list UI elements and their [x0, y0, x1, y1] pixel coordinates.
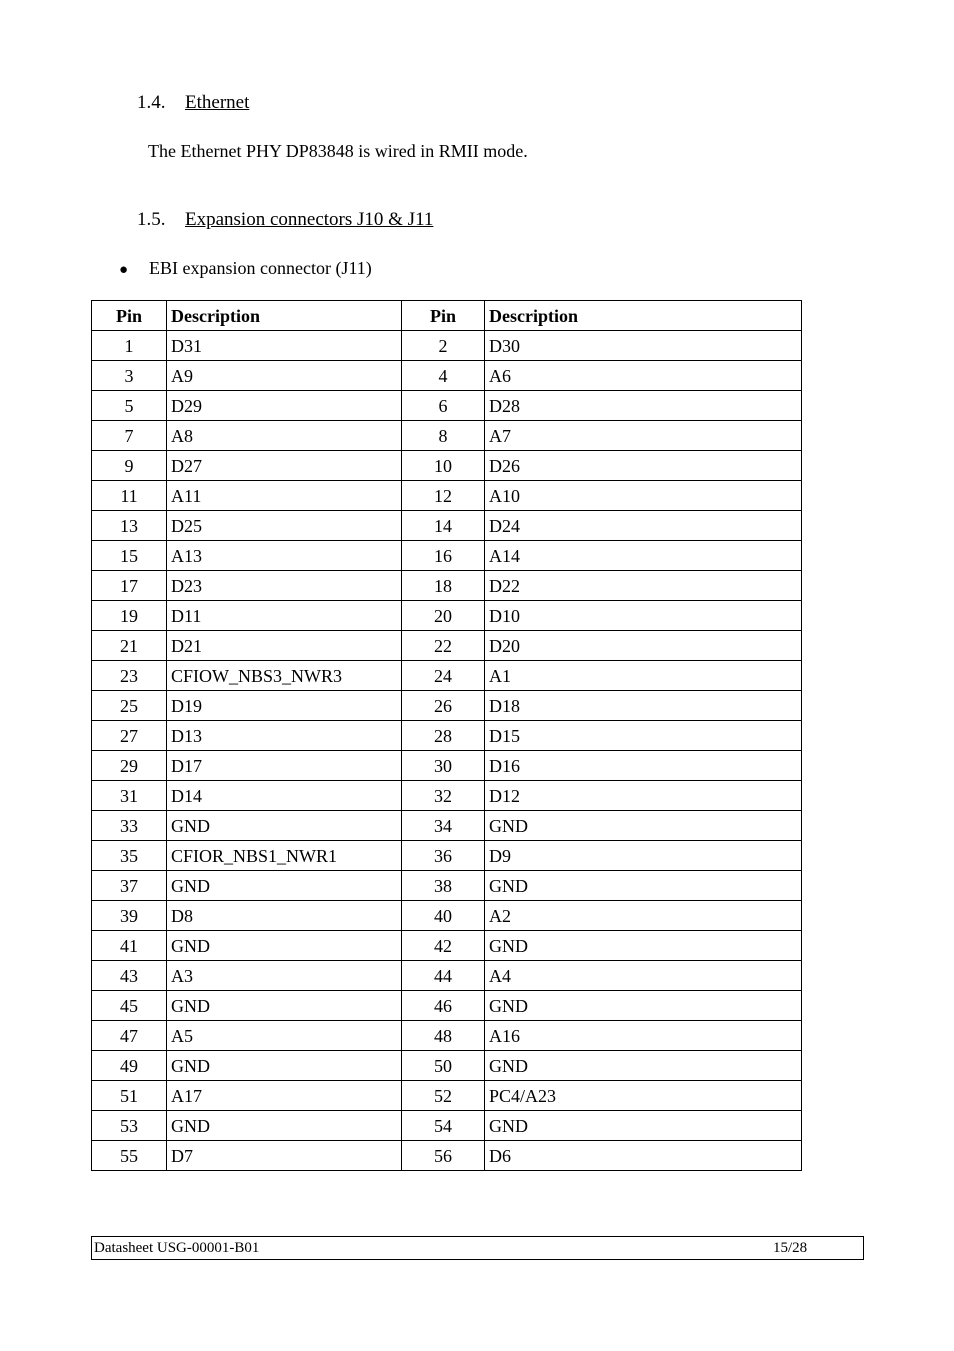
description-cell: D27: [167, 451, 402, 481]
description-cell: A8: [167, 421, 402, 451]
description-cell: D6: [485, 1141, 802, 1171]
description-cell: D13: [167, 721, 402, 751]
pin-cell: 41: [92, 931, 167, 961]
pin-cell: 2: [402, 331, 485, 361]
page-footer: [91, 1236, 864, 1260]
pin-cell: 31: [92, 781, 167, 811]
pin-cell: 11: [92, 481, 167, 511]
pin-cell: 44: [402, 961, 485, 991]
pin-cell: 13: [92, 511, 167, 541]
table-row: [92, 541, 802, 571]
description-cell: D29: [167, 391, 402, 421]
pin-cell: 22: [402, 631, 485, 661]
table-row: [92, 661, 802, 691]
section-number: 1.5.: [137, 209, 166, 230]
description-cell: CFIOR_NBS1_NWR1: [167, 841, 402, 871]
pin-cell: 42: [402, 931, 485, 961]
description-cell: D7: [167, 1141, 402, 1171]
description-cell: A9: [167, 361, 402, 391]
description-cell: D21: [167, 631, 402, 661]
description-cell: D28: [485, 391, 802, 421]
description-cell: GND: [485, 931, 802, 961]
description-cell: D26: [485, 451, 802, 481]
table-row: [92, 571, 802, 601]
section-title: Ethernet: [185, 92, 250, 113]
table-row: [92, 391, 802, 421]
table-row: [92, 691, 802, 721]
table-row: [92, 1021, 802, 1051]
description-cell: A14: [485, 541, 802, 571]
table-row: [92, 511, 802, 541]
pin-cell: 32: [402, 781, 485, 811]
description-cell: D31: [167, 331, 402, 361]
header-pin: Pin: [402, 301, 485, 331]
description-cell: A5: [167, 1021, 402, 1051]
pin-cell: 8: [402, 421, 485, 451]
pin-cell: 50: [402, 1051, 485, 1081]
bullet-item: [119, 257, 372, 281]
description-cell: D25: [167, 511, 402, 541]
table-row: [92, 421, 802, 451]
description-cell: D20: [485, 631, 802, 661]
pin-cell: 40: [402, 901, 485, 931]
description-cell: GND: [485, 991, 802, 1021]
pin-cell: 43: [92, 961, 167, 991]
description-cell: GND: [485, 871, 802, 901]
table-row: [92, 991, 802, 1021]
pin-cell: 47: [92, 1021, 167, 1051]
table-row: [92, 931, 802, 961]
pin-cell: 12: [402, 481, 485, 511]
description-cell: A3: [167, 961, 402, 991]
description-cell: GND: [167, 1051, 402, 1081]
description-cell: GND: [485, 1051, 802, 1081]
pin-cell: 48: [402, 1021, 485, 1051]
description-cell: D22: [485, 571, 802, 601]
table-row: [92, 1051, 802, 1081]
pin-cell: 18: [402, 571, 485, 601]
pin-cell: 4: [402, 361, 485, 391]
pin-cell: 30: [402, 751, 485, 781]
description-cell: D14: [167, 781, 402, 811]
description-cell: A10: [485, 481, 802, 511]
ethernet-paragraph: The Ethernet PHY DP83848 is wired in RMII mode.: [148, 141, 528, 161]
pin-cell: 53: [92, 1111, 167, 1141]
table-row: [92, 331, 802, 361]
pin-cell: 5: [92, 391, 167, 421]
pin-cell: 36: [402, 841, 485, 871]
pin-cell: 52: [402, 1081, 485, 1111]
section-heading-expansion: [137, 209, 433, 231]
pin-cell: 16: [402, 541, 485, 571]
pin-cell: 6: [402, 391, 485, 421]
section-number: 1.4.: [137, 92, 166, 113]
table-row: [92, 631, 802, 661]
pin-cell: 39: [92, 901, 167, 931]
description-cell: D18: [485, 691, 802, 721]
pin-cell: 34: [402, 811, 485, 841]
description-cell: A2: [485, 901, 802, 931]
footer-doc-id: Datasheet USG-00001-B01: [94, 1240, 260, 1256]
pin-cell: 24: [402, 661, 485, 691]
pin-cell: 49: [92, 1051, 167, 1081]
description-cell: D30: [485, 331, 802, 361]
pin-cell: 3: [92, 361, 167, 391]
description-cell: A17: [167, 1081, 402, 1111]
description-cell: D8: [167, 901, 402, 931]
pin-cell: 56: [402, 1141, 485, 1171]
bullet-icon: ●: [119, 262, 129, 278]
description-cell: D11: [167, 601, 402, 631]
header-description: Description: [167, 301, 402, 331]
footer-page-number: 15/28: [773, 1240, 808, 1256]
description-cell: D15: [485, 721, 802, 751]
table-body: [92, 331, 802, 1171]
pin-cell: 20: [402, 601, 485, 631]
table-row: [92, 811, 802, 841]
description-cell: D19: [167, 691, 402, 721]
description-cell: CFIOW_NBS3_NWR3: [167, 661, 402, 691]
pin-cell: 28: [402, 721, 485, 751]
description-cell: A16: [485, 1021, 802, 1051]
pin-cell: 17: [92, 571, 167, 601]
pin-cell: 51: [92, 1081, 167, 1111]
description-cell: A6: [485, 361, 802, 391]
description-cell: D9: [485, 841, 802, 871]
table-header-row: [92, 301, 802, 331]
pin-table: [91, 300, 802, 1171]
table-row: [92, 1081, 802, 1111]
table-row: [92, 841, 802, 871]
pin-cell: 1: [92, 331, 167, 361]
description-cell: A1: [485, 661, 802, 691]
table-row: [92, 1141, 802, 1171]
description-cell: A7: [485, 421, 802, 451]
description-cell: D23: [167, 571, 402, 601]
description-cell: D12: [485, 781, 802, 811]
description-cell: GND: [167, 991, 402, 1021]
table-row: [92, 961, 802, 991]
table-row: [92, 1111, 802, 1141]
pin-cell: 54: [402, 1111, 485, 1141]
pin-cell: 15: [92, 541, 167, 571]
pin-cell: 23: [92, 661, 167, 691]
pin-cell: 45: [92, 991, 167, 1021]
table-row: [92, 871, 802, 901]
description-cell: GND: [485, 1111, 802, 1141]
pin-cell: 55: [92, 1141, 167, 1171]
pin-cell: 25: [92, 691, 167, 721]
pin-cell: 46: [402, 991, 485, 1021]
description-cell: GND: [485, 811, 802, 841]
description-cell: GND: [167, 931, 402, 961]
description-cell: D16: [485, 751, 802, 781]
table-row: [92, 781, 802, 811]
description-cell: D17: [167, 751, 402, 781]
description-cell: A11: [167, 481, 402, 511]
description-cell: GND: [167, 811, 402, 841]
table-row: [92, 721, 802, 751]
pin-cell: 7: [92, 421, 167, 451]
pin-cell: 9: [92, 451, 167, 481]
description-cell: A4: [485, 961, 802, 991]
pin-cell: 33: [92, 811, 167, 841]
table-row: [92, 901, 802, 931]
pin-cell: 10: [402, 451, 485, 481]
pin-cell: 26: [402, 691, 485, 721]
description-cell: GND: [167, 871, 402, 901]
pin-cell: 14: [402, 511, 485, 541]
pin-cell: 27: [92, 721, 167, 751]
pin-cell: 21: [92, 631, 167, 661]
table-row: [92, 451, 802, 481]
header-pin: Pin: [92, 301, 167, 331]
section-title: Expansion connectors J10 & J11: [185, 209, 434, 230]
header-description: Description: [485, 301, 802, 331]
pin-cell: 19: [92, 601, 167, 631]
description-cell: GND: [167, 1111, 402, 1141]
pin-cell: 35: [92, 841, 167, 871]
pin-cell: 38: [402, 871, 485, 901]
bullet-text: EBI expansion connector (J11): [149, 258, 372, 278]
pin-cell: 37: [92, 871, 167, 901]
table-row: [92, 481, 802, 511]
table-row: [92, 751, 802, 781]
table-row: [92, 361, 802, 391]
pin-cell: 29: [92, 751, 167, 781]
table-row: [92, 601, 802, 631]
section-heading-ethernet: [137, 92, 249, 114]
description-cell: PC4/A23: [485, 1081, 802, 1111]
description-cell: A13: [167, 541, 402, 571]
description-cell: D24: [485, 511, 802, 541]
description-cell: D10: [485, 601, 802, 631]
